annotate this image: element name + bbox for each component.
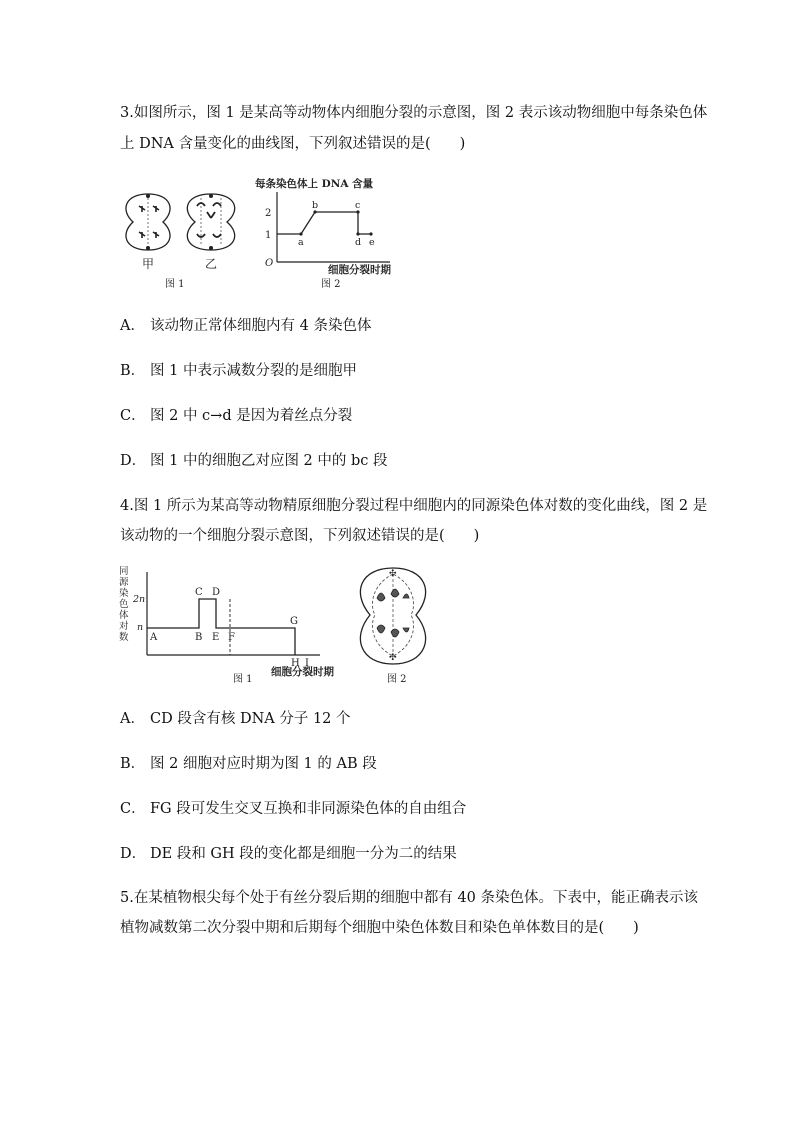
q4-fig1-xlabel: 细胞分裂时期 bbox=[271, 666, 334, 678]
q4-option-d[interactable] bbox=[120, 844, 457, 864]
q4-fig1-ylabel-7: 数 bbox=[119, 632, 129, 643]
q3-stem-line2: 上 DNA 含量变化的曲线图，下列叙述错误的是( ) bbox=[120, 136, 466, 152]
q3-fig2-chart bbox=[255, 177, 391, 290]
option-text: 图 2 细胞对应时期为图 1 的 AB 段 bbox=[150, 756, 377, 772]
q4-fig1-pt-f: F bbox=[228, 632, 235, 643]
q3-fig2-origin: O bbox=[265, 258, 274, 269]
q3-stem-line1: 3.如图所示，图 1 是某高等动物体内细胞分裂的示意图，图 2 表示该动物细胞中每条染色体 bbox=[120, 105, 708, 121]
q3-fig2-ytick-2: 2 bbox=[265, 208, 272, 219]
option-label: C． bbox=[120, 408, 146, 424]
q4-fig1-pt-i: I bbox=[305, 658, 309, 669]
option-label: B． bbox=[120, 363, 146, 379]
q3-fig1-cell-yi bbox=[187, 194, 234, 250]
q4-fig1-pt-h: H bbox=[291, 658, 300, 669]
q3-fig2-pt-d: d bbox=[355, 237, 362, 248]
q4-fig1-pt-g: G bbox=[290, 616, 298, 627]
q4-fig1-ylabel-3: 染 bbox=[119, 588, 129, 599]
q3-fig1-label-jia: 甲 bbox=[142, 257, 155, 271]
option-label: C． bbox=[120, 801, 146, 817]
svg-text:✣: ✣ bbox=[389, 653, 397, 663]
q3-option-a[interactable] bbox=[120, 316, 371, 336]
q3-option-c[interactable] bbox=[120, 406, 352, 426]
q4-stem-line1: 4.图 1 所示为某高等动物精原细胞分裂过程中细胞内的同源染色体对数的变化曲线，图 2 是 bbox=[120, 498, 708, 514]
q4-fig2-cell bbox=[360, 568, 425, 685]
option-text: FG 段可发生交叉互换和非同源染色体的自由组合 bbox=[150, 801, 467, 817]
q3-fig2-ylabel: 每条染色体上 DNA 含量 bbox=[255, 178, 374, 190]
q4-fig1-curve bbox=[147, 599, 295, 655]
q3-fig1-cell-jia bbox=[126, 194, 170, 250]
option-text: DE 段和 GH 段的变化都是细胞一分为二的结果 bbox=[150, 846, 457, 862]
q4-fig1-caption: 图 1 bbox=[233, 674, 253, 685]
q4-fig1-chart bbox=[119, 566, 334, 685]
q4-figures bbox=[115, 562, 435, 692]
q4-fig1-ylabel-1: 同 bbox=[119, 566, 129, 577]
option-label: A． bbox=[120, 318, 145, 334]
q3-fig2-ytick-1: 1 bbox=[265, 230, 272, 241]
option-text: 图 2 中 c→d 是因为着丝点分裂 bbox=[150, 408, 353, 424]
q3-option-b[interactable] bbox=[120, 361, 357, 381]
q3-fig2-pt-e: e bbox=[369, 237, 375, 248]
q4-fig1-ylabel-4: 色 bbox=[119, 599, 129, 610]
option-text: 图 1 中表示减数分裂的是细胞甲 bbox=[150, 363, 357, 379]
q4-fig1-ylabel-6: 对 bbox=[119, 621, 129, 632]
q3-figures bbox=[115, 172, 415, 294]
q4-option-a[interactable] bbox=[120, 709, 351, 729]
q4-fig1-pt-b: B bbox=[195, 632, 203, 643]
q3-fig2-pt-b: b bbox=[312, 200, 319, 211]
q4-option-b[interactable] bbox=[120, 754, 377, 774]
q3-fig1-caption: 图 1 bbox=[165, 279, 185, 290]
q3-fig2-curve bbox=[277, 212, 371, 234]
q4-fig1-pt-a: A bbox=[150, 632, 158, 643]
q5-stem-line2: 植物减数第二次分裂中期和后期每个细胞中染色体数目和染色单体数目的是( ) bbox=[120, 920, 639, 936]
q3-fig2-pt-c: c bbox=[355, 200, 361, 211]
q4-option-c[interactable] bbox=[120, 799, 466, 819]
q4-fig1-ylabel-5: 体 bbox=[119, 610, 129, 621]
svg-text:✣: ✣ bbox=[389, 569, 397, 579]
q4-stem-line2: 该动物的一个细胞分裂示意图，下列叙述错误的是( ) bbox=[120, 528, 480, 544]
q3-fig2-pt-a: a bbox=[298, 237, 304, 248]
q3-fig1-label-yi: 乙 bbox=[205, 257, 218, 271]
q4-fig1-pt-c: C bbox=[195, 587, 203, 598]
q4-fig1-pt-d: D bbox=[212, 587, 221, 598]
q4-fig1-pt-e: E bbox=[212, 632, 220, 643]
option-label: B． bbox=[120, 756, 146, 772]
q3-fig2-xlabel: 细胞分裂时期 bbox=[328, 264, 391, 276]
option-text: CD 段含有核 DNA 分子 12 个 bbox=[150, 711, 351, 727]
q4-fig1-ytick-n: n bbox=[137, 622, 144, 633]
option-label: D． bbox=[120, 846, 147, 862]
option-label: A． bbox=[120, 711, 145, 727]
q4-fig2-caption: 图 2 bbox=[387, 674, 407, 685]
q3-fig2-caption: 图 2 bbox=[321, 279, 341, 290]
q4-fig1-ylabel-2: 源 bbox=[119, 577, 129, 588]
q4-fig1-ytick-2n: 2n bbox=[133, 594, 146, 605]
option-text: 该动物正常体细胞内有 4 条染色体 bbox=[150, 318, 372, 334]
q5-stem-line1: 5.在某植物根尖每个处于有丝分裂后期的细胞中都有 40 条染色体。下表中，能正确表示该 bbox=[120, 890, 698, 906]
option-label: D． bbox=[120, 453, 147, 469]
q3-option-d[interactable] bbox=[120, 451, 388, 471]
option-text: 图 1 中的细胞乙对应图 2 中的 bc 段 bbox=[150, 453, 388, 469]
